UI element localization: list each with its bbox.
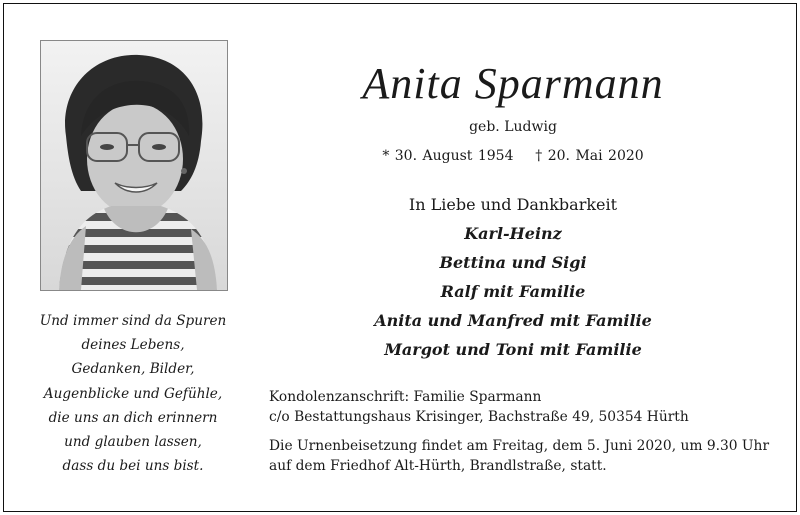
mourner-name: Ralf mit Familie: [440, 282, 586, 301]
condolence-line: c/o Bestattungshaus Krisinger, Bachstraße 49, 50354 Hürth: [269, 409, 689, 425]
mourner-name: Karl-Heinz: [464, 224, 562, 243]
mourners-list: [290, 219, 736, 364]
condolence-address: [269, 387, 769, 427]
mourner-name: Bettina und Sigi: [439, 253, 587, 272]
birth-name: geb. Ludwig: [469, 119, 557, 135]
poem-line: Gedanken, Bilder,: [71, 361, 195, 378]
notice-line: Die Urnenbeisetzung findet am Freitag, dem 5. Juni 2020, um 9.30 Uhr: [269, 438, 770, 454]
mourner-name: Margot und Toni mit Familie: [384, 340, 642, 359]
deceased-name: Anita Sparmann: [362, 59, 664, 108]
mourner-name: Anita und Manfred mit Familie: [374, 311, 652, 330]
life-dates: * 30. August 1954 † 20. Mai 2020: [382, 148, 644, 164]
memorial-poem: [24, 309, 242, 478]
notice-line: auf dem Friedhof Alt-Hürth, Brandlstraße, statt.: [269, 458, 607, 474]
condolence-line: Kondolenzanschrift: Familie Sparmann: [269, 389, 542, 405]
poem-line: Und immer sind da Spuren: [39, 313, 227, 329]
portrait-photo: [40, 40, 228, 291]
dedication-line: In Liebe und Dankbarkeit: [408, 195, 618, 214]
burial-notice: [269, 436, 770, 476]
poem-line: deines Lebens,: [81, 337, 185, 354]
poem-line: dass du bei uns bist.: [62, 458, 204, 475]
poem-line: Augenblicke und Gefühle,: [43, 385, 223, 402]
poem-line: und glauben lassen,: [64, 434, 202, 451]
poem-line: die uns an dich erinnern: [48, 409, 218, 426]
